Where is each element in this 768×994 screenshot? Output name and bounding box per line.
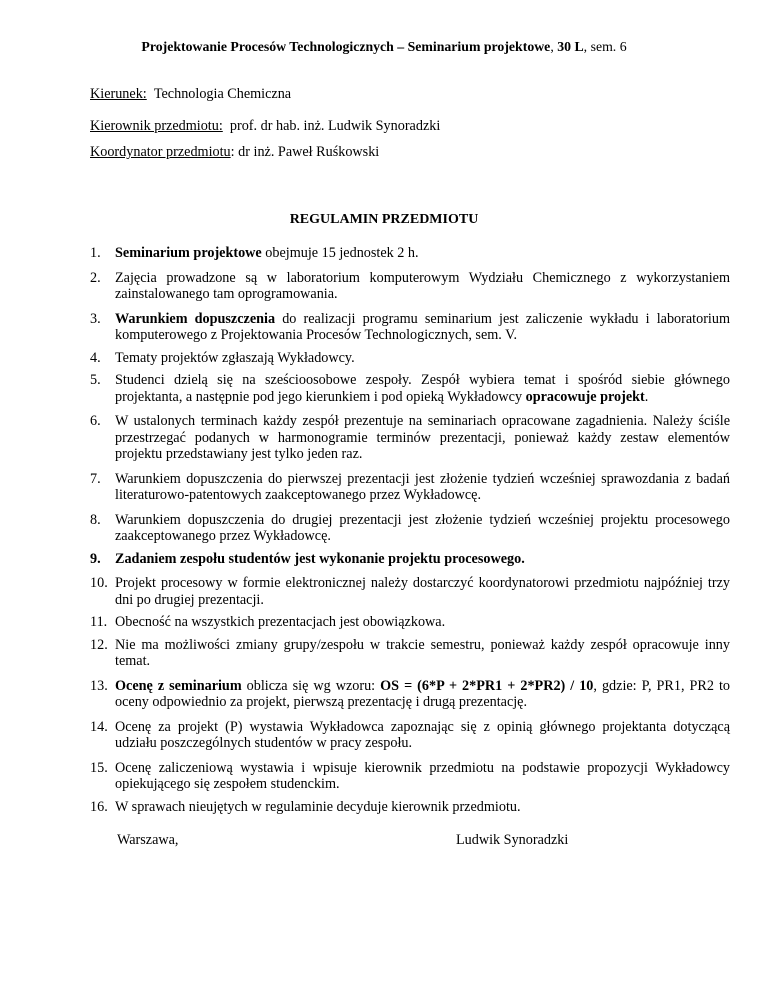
- rule-number: 11.: [90, 614, 108, 630]
- rule-item: [90, 575, 730, 608]
- rule-text: W ustalonych terminach każdy zespół prezentuje na seminariach opracowane zagadnienia. Należy ściśle przestrzegać podanych w harmonogramie terminów prezentacji, ponieważ każdy zestaw elementów projektu przedstawiany jest tylko jeden raz.: [115, 413, 730, 462]
- rule-text: .: [644, 388, 649, 405]
- rule-number: 7.: [90, 470, 101, 487]
- rule-text: oblicza się wg wzoru:: [241, 677, 381, 694]
- rule-text: Obecność na wszystkich prezentacjach jest obowiązkowa.: [115, 614, 446, 630]
- rule-number: 12.: [90, 636, 108, 653]
- rule-item: [90, 413, 730, 463]
- kierownik-line: [90, 118, 440, 135]
- rule-number: 10.: [90, 575, 108, 591]
- rule-text: Zajęcia prowadzone są w laboratorium komputerowym Wydziału Chemicznego z wykorzystaniem zainstalowanego tam oprogramowania.: [115, 269, 730, 302]
- rule-text: do realizacji programu seminarium jest zaliczenie wykładu i laboratorium komputerowego z Projektowania Procesów Technologicznych, sem. V.: [115, 310, 730, 343]
- rule-item: [90, 614, 730, 631]
- rule-text: Ocenę zaliczeniową wystawia i wpisuje kierownik przedmiotu na podstawie propozycji Wykładowcy opiekującego się zespołem studenckim.: [115, 759, 730, 792]
- rule-text: W sprawach nieujętych w regulaminie decyduje kierownik przedmiotu.: [115, 798, 521, 815]
- rule-bold-text: Ocenę z seminarium: [115, 677, 242, 694]
- rule-item: [90, 799, 730, 816]
- kierunek-line: [90, 86, 291, 103]
- rule-number: 5.: [90, 372, 101, 388]
- rule-bold-text: opracowuje projekt: [525, 388, 645, 405]
- rule-text: Warunkiem dopuszczenia do drugiej prezentacji jest złożenie tydzień wcześniej projektu procesowego zaakceptowanego przez Wykładowcę.: [115, 511, 730, 544]
- document-title: REGULAMIN PRZEDMIOTU: [289, 212, 479, 227]
- rule-text: obejmuje 15 jednostek 2 h.: [261, 245, 419, 261]
- rule-number: 1.: [90, 245, 101, 261]
- rule-text: Ocenę za projekt (P) wystawia Wykładowca zapoznając się z opinią głównego projektanta dotyczącą udziału poszczególnych studentów w pracy zespołu.: [115, 718, 730, 751]
- rule-item: [90, 512, 730, 545]
- rule-text: Tematy projektów zgłaszają Wykładowcy.: [115, 349, 355, 366]
- signature-place: Warszawa,: [117, 832, 179, 848]
- kierunek-label: Kierunek:: [90, 86, 147, 102]
- rule-text: Nie ma możliwości zmiany grupy/zespołu w trakcie semestru, ponieważ każdy zespół opracowuje inny temat.: [115, 636, 730, 669]
- rule-number: 3.: [90, 310, 101, 327]
- rule-text: Studenci dzielą się na sześcioosobowe zespoły. Zespół wybiera temat i spośród siebie głównego projektanta, a następnie pod jego kierunkiem i pod opieką Wykładowcy: [115, 372, 730, 405]
- course-header: [0, 39, 768, 55]
- rule-item: [90, 372, 730, 405]
- rule-bold-text: OS = (6*P + 2*PR1 + 2*PR2) / 10: [380, 677, 594, 694]
- rule-number: 8.: [90, 511, 101, 528]
- course-hours: 30 L: [557, 39, 584, 54]
- rule-number: 9.: [90, 550, 101, 567]
- rule-item: [90, 760, 730, 793]
- rule-item: [90, 311, 730, 344]
- rule-item: [90, 471, 730, 504]
- koordynator-label: Koordynator przedmiotu: [90, 144, 231, 160]
- koordynator-value: : dr inż. Paweł Ruśkowski: [230, 144, 380, 160]
- rule-number: 4.: [90, 349, 101, 366]
- rule-text: Projekt procesowy w formie elektronicznej należy dostarczyć koordynatorowi przedmiotu najpóźniej trzy dni po drugiej prezentacji.: [115, 575, 730, 608]
- rule-bold-text: Zadaniem zespołu studentów jest wykonanie projektu procesowego.: [115, 550, 525, 567]
- kierunek-value: Technologia Chemiczna: [153, 86, 292, 102]
- rule-item: [90, 270, 730, 303]
- rule-number: 13.: [90, 677, 108, 694]
- course-semester: , sem. 6: [583, 39, 627, 54]
- rule-text: Warunkiem dopuszczenia do pierwszej prezentacji jest złożenie tydzień wcześniej sprawozdania z badań literaturowo-patentowych zaakceptowanego przez Wykładowcę.: [115, 470, 730, 503]
- kierownik-label: Kierownik przedmiotu:: [90, 118, 223, 134]
- signature-name: Ludwik Synoradzki: [456, 832, 569, 848]
- rule-item: [90, 245, 730, 262]
- rules-list: [90, 245, 730, 815]
- rule-bold-text: Seminarium projektowe: [115, 245, 262, 261]
- kierownik-value: prof. dr hab. inż. Ludwik Synoradzki: [229, 118, 441, 134]
- koordynator-line: [90, 144, 379, 161]
- rule-item: [90, 678, 730, 711]
- course-sep: ,: [550, 39, 558, 54]
- rule-number: 16.: [90, 798, 108, 815]
- rule-item: [90, 637, 730, 670]
- course-name: Projektowanie Procesów Technologicznych – Seminarium projektowe: [141, 39, 551, 54]
- rule-item: [90, 551, 730, 568]
- rule-bold-text: Warunkiem dopuszczenia: [115, 310, 276, 327]
- rule-number: 15.: [90, 759, 108, 776]
- rule-number: 14.: [90, 718, 108, 735]
- rule-number: 6.: [90, 413, 101, 429]
- rule-item: [90, 350, 730, 367]
- rule-number: 2.: [90, 269, 101, 286]
- rule-text: , gdzie: P, PR1, PR2 to oceny odpowiednio za projekt, pierwszą prezentację i drugą prezentację.: [115, 677, 730, 710]
- rule-item: [90, 719, 730, 752]
